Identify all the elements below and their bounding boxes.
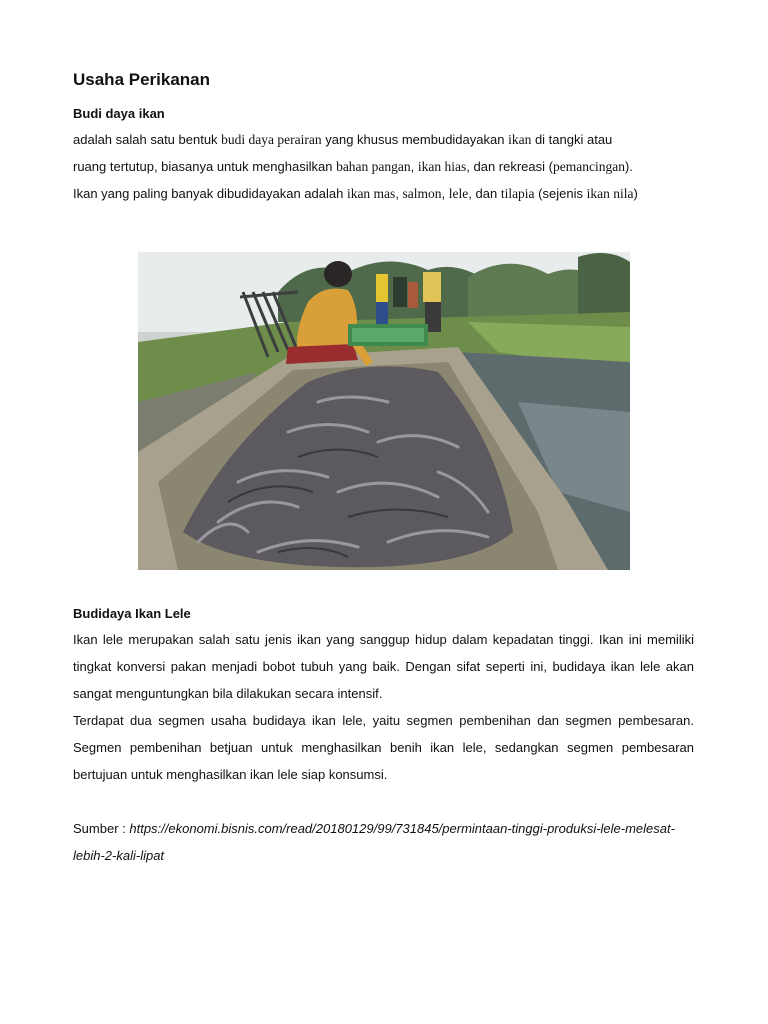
source-label: Sumber :	[73, 821, 130, 836]
text-run: bahan pangan	[336, 159, 411, 174]
text-run: )	[633, 186, 638, 201]
text-run: ).	[624, 159, 633, 174]
text-run: ikan hias	[417, 159, 467, 174]
text-run: budi daya perairan	[221, 132, 322, 147]
text-run: di tangki atau	[531, 132, 613, 147]
text-run: ikan mas	[346, 186, 396, 201]
text-run: lele	[448, 186, 469, 201]
intro-line-1	[73, 126, 694, 153]
paragraph-lele-1: Ikan lele merupakan salah satu jenis ikan yang sanggup hidup dalam kepadatan tinggi. Ikan ini memiliki tingkat konversi pakan menjadi bobot tubuh yang baik. Dengan sifat seperti ini, budidaya ikan lele akan sangat menguntungkan bila dilakukan secara intensif.	[73, 632, 694, 701]
intro-line-2	[73, 153, 694, 180]
text-run: tilapia	[500, 186, 535, 201]
text-run: , dan	[468, 186, 501, 201]
text-run: ikan	[508, 132, 532, 147]
text-run: pemancingan	[552, 159, 625, 174]
text-run: yang khusus membudidayakan	[321, 132, 509, 147]
page-title: Usaha Perikanan	[73, 70, 211, 89]
text-run: ,	[441, 186, 449, 201]
catfish-harvest-photo	[138, 252, 630, 570]
intro-line-3	[73, 180, 694, 207]
text-run: ruang tertutup, biasanya untuk menghasilkan	[73, 159, 337, 174]
paragraph-lele-2: Terdapat dua segmen usaha budidaya ikan lele, yaitu segmen pembenihan dan segmen pembesaran. Segmen pembenihan betjuan untuk menghasilkan benih ikan lele, sedangkan segmen pembesaran bertujuan untuk menghasilkan ikan lele siap konsumsi.	[73, 713, 694, 782]
source-link[interactable]: https://ekonomi.bisnis.com/read/20180129/99/731845/permintaan-tinggi-produksi-lele-melesat-lebih-2-kali-lipat	[73, 821, 675, 863]
text-run: (sejenis	[534, 186, 587, 201]
source-citation	[73, 815, 703, 869]
text-run: ,	[410, 159, 418, 174]
text-run: salmon	[402, 186, 442, 201]
text-run: ikan nila	[586, 186, 634, 201]
section-heading-budidaya-ikan-lele: Budidaya Ikan Lele	[73, 606, 191, 621]
section-heading-budi-daya-ikan: Budi daya ikan	[73, 106, 165, 121]
text-run: Ikan yang paling banyak dibudidayakan adalah	[73, 186, 347, 201]
text-run: ,	[395, 186, 403, 201]
text-run: adalah salah satu bentuk	[73, 132, 222, 147]
text-run: , dan rekreasi (	[466, 159, 553, 174]
